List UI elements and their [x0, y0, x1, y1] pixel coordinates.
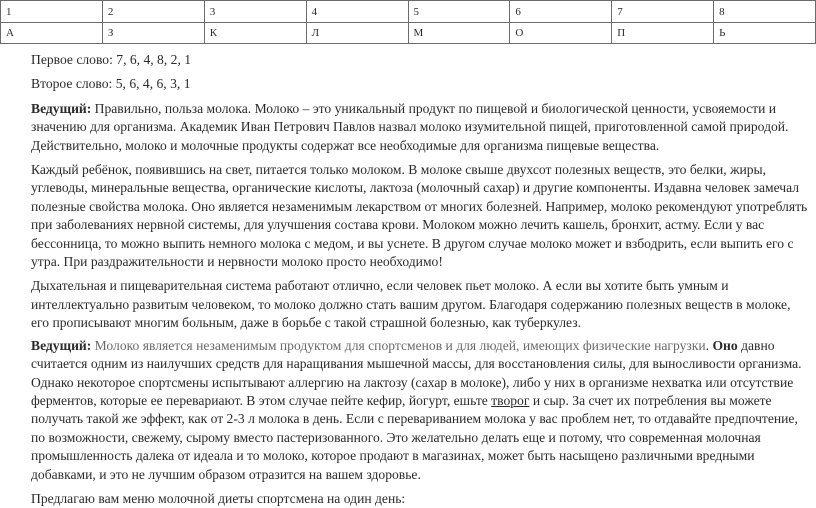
cipher-letter-cell: Л: [306, 23, 408, 44]
first-word-line: Первое слово: 7, 6, 4, 8, 2, 1: [31, 52, 192, 67]
paragraph-text: и сыр. За счет их потребления вы можете получать такой же эффект, как от 2-3 л молока в день. Если с перевариванием молока у вас проблем нет, то отдавайте предпочтение, по возможности, свежему, сырому вместо пастеризованного. Это желательно делать еще и потому, что современная молочная промышленность далека от идеала и то молоко, которое продают в магазинах, может быть насыщено различными вредными добавками, и это не лучшим образом отразится на вашем здоровье.: [31, 392, 798, 482]
cipher-number-cell: 7: [612, 1, 714, 23]
cipher-table: [0, 0, 816, 44]
host-paragraph-1: [31, 100, 811, 155]
cipher-letter-cell: М: [408, 23, 510, 44]
paragraph-text: давно считается одним из наилучших средств для наращивания мышечной массы, для восстановления силы, для выносливости организма. Однако некоторое спортсмены испытывают аллергию на лактозу (сахар в молоке), либо у них в организме нехватка или отсутствие ферментов, которые ее перевариают. В этом случае пейте кефир, йогурт, ешьте: [31, 337, 802, 408]
underlined-word: творог: [491, 392, 530, 408]
paragraph-dot: .: [705, 337, 710, 353]
cipher-letter-cell: А: [1, 23, 103, 44]
cipher-number-cell: 2: [102, 1, 204, 23]
cipher-letter-row: [1, 23, 816, 44]
cipher-number-cell: 4: [306, 1, 408, 23]
cipher-number-cell: 5: [408, 1, 510, 23]
host-paragraph-2: [31, 337, 811, 484]
document-body: [31, 51, 811, 508]
cipher-letter-cell: К: [204, 23, 306, 44]
cipher-letter-cell: Ь: [714, 23, 816, 44]
menu-intro-line: Предлагаю вам меню молочной диеты спортсмена на один день:: [31, 490, 406, 506]
cipher-number-cell: 6: [510, 1, 612, 23]
host-label: Ведущий:: [31, 100, 92, 116]
paragraph-muted-text: Молоко является незаменимым продуктом для спортсменов и для людей, имеющих физические нагрузки: [91, 337, 706, 353]
cipher-letter-cell: П: [612, 23, 714, 44]
paragraph-bold-word: Оно: [709, 337, 738, 353]
cipher-number-cell: 3: [204, 1, 306, 23]
cipher-number-cell: 8: [714, 1, 816, 23]
host-label: Ведущий:: [31, 337, 92, 353]
cipher-number-row: [1, 1, 816, 23]
paragraph-text: Правильно, польза молока. Молоко – это уникальный продукт по пищевой и биологической ценности, усвояемости и значению для организма. Академик Иван Петрович Павлов назвал молоко изумительной пищей, приготовленной самой природой. Действительно, молоко и молочные продукты содержат все необходимые для организма пищевые вещества.: [31, 100, 789, 153]
cipher-number-cell: 1: [1, 1, 103, 23]
cipher-letter-cell: О: [510, 23, 612, 44]
paragraph-health: Дыхательная и пищеварительная система работают отлично, если человек пьет молоко. А если вы хотите быть умным и интеллектуально развитым человеком, то молоко должно стать вашим другом. Благодаря содержанию полезных веществ в молоке, его прописывают многим больным, даже в борьбе с такой страшной болезнью, как туберкулез.: [31, 278, 791, 331]
paragraph-benefits: Каждый ребёнок, появившись на свет, питается только молоком. В молоке свыше двухсот полезных веществ, это белки, жиры, углеводы, минеральные вещества, органические кислоты, лактоза (молочный сахар) и другие компоненты. Издавна человек замечал полезные свойства молока. Оно является незаменимым лекарством от многих болезней. Например, молоко рекомендуют употреблять при заболеваниях нервной системы, для улучшения состава крови. Молоком можно лечить кашель, бронхит, астму. Если у вас бессонница, то можно выпить немного молока с медом, и вы уснете. В другом случае молоко может и взбодрить, если выпить его с утра. При раздражительности и нервности молоко просто необходимо!: [31, 162, 808, 270]
cipher-letter-cell: З: [102, 23, 204, 44]
second-word-line: Второе слово: 5, 6, 4, 6, 3, 1: [31, 76, 191, 92]
